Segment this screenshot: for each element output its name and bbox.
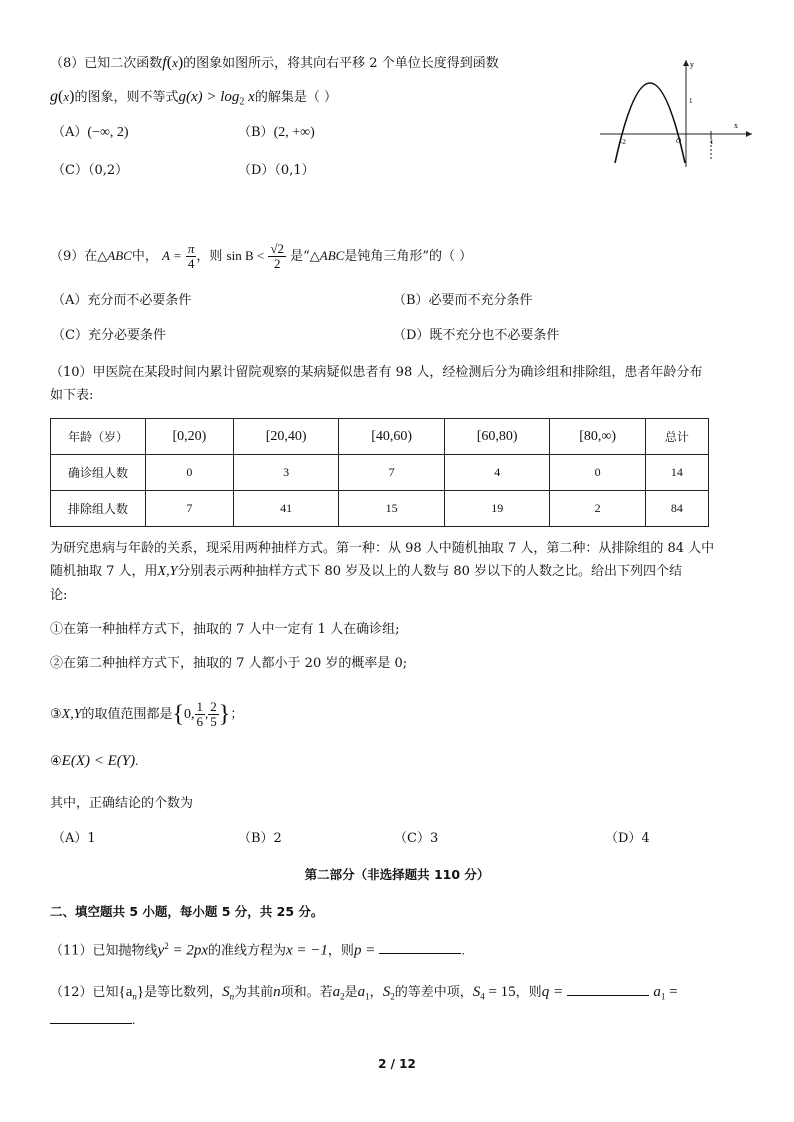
label-tick-1y: 1 [689, 97, 693, 105]
q8-option-a[interactable]: （A）(−∞, 2) [52, 125, 129, 140]
table-row [51, 455, 709, 491]
table-header-cell: [20,40) [233, 419, 339, 455]
table-cell: 15 [339, 491, 445, 527]
q9-option-a[interactable]: （A）充分而不必要条件 [52, 293, 192, 308]
table-header-cell: [0,20) [146, 419, 234, 455]
table-header-row [51, 419, 709, 455]
q10-option-b[interactable]: （B）2 [238, 831, 282, 846]
q8-line2: g(x)的图象，则不等式$g(x) > \log_2 x$的解集是（ ） [50, 88, 337, 108]
section2-title: 二、填空题共 5 小题，每小题 5 分，共 25 分。 [50, 904, 324, 919]
q8-option-c[interactable]: （C）（0,2） [52, 163, 129, 178]
q10-line2: 如下表: [50, 388, 94, 403]
table-header-cell: [40,60) [339, 419, 445, 455]
label-tick-1x: 1 [710, 138, 714, 146]
q10-statement-4: ④E(X) < E(Y). [50, 753, 139, 769]
table-header-cell: [60,80) [444, 419, 550, 455]
page-number: 2 / 12 [378, 1057, 416, 1071]
x-axis-arrow [746, 131, 752, 137]
q10-option-a[interactable]: （A）1 [52, 831, 96, 846]
q11-stem: （11）已知抛物线$y^2 = 2px$的准线方程为x = −1，则p = . [50, 941, 465, 959]
label-axis-x: x [734, 121, 738, 130]
table-cell: 41 [233, 491, 339, 527]
q12-answer-blank-q[interactable] [567, 983, 649, 996]
table-row [51, 491, 709, 527]
table-header-cell: [80,∞) [550, 419, 645, 455]
part2-title: 第二部分（非选择题共 110 分） [304, 867, 490, 882]
table-cell: 3 [233, 455, 339, 491]
table-cell: 排除组人数 [51, 491, 146, 527]
q10-after-line3: 论: [50, 588, 68, 603]
q11-answer-blank[interactable] [379, 941, 461, 954]
parabola-graph [600, 55, 760, 170]
fraction-one-sixth: $\frac{1}{6}$ [196, 699, 204, 729]
q10-after-line1: 为研究患病与年龄的关系，现采用两种抽样方式。第一种：从 98 人中随机抽取 7 人，第二种：从排除组的 84 人中 [50, 541, 715, 556]
q10-statement-3: ③X,Y的取值范围都是{0, $\frac{1}{6}$ , $\frac{2}{5}$ }； [50, 699, 244, 729]
table-cell: 7 [146, 491, 234, 527]
q8-option-d[interactable]: （D）（0,1） [238, 163, 315, 178]
table-cell: 84 [645, 491, 708, 527]
q10-option-c[interactable]: （C）3 [394, 831, 439, 846]
q9-option-c[interactable]: （C）充分必要条件 [52, 328, 166, 343]
q10-statement-1: ①在第一种抽样方式下，抽取的 7 人中一定有 1 人在确诊组; [50, 622, 400, 637]
q8-option-b[interactable]: （B）(2, +∞) [238, 125, 315, 140]
label-origin: O [676, 137, 682, 145]
table-header-cell: 年龄（岁） [51, 419, 146, 455]
table-cell: 0 [146, 455, 234, 491]
q10-option-d[interactable]: （D）4 [605, 831, 650, 846]
table-cell: 0 [550, 455, 645, 491]
table-cell: 确诊组人数 [51, 455, 146, 491]
q8-line1: （8）已知二次函数f(x)的图象如图所示，将其向右平移 2 个单位长度得到函数 [50, 54, 499, 71]
table-cell: 2 [550, 491, 645, 527]
q12-line2: . [50, 1011, 135, 1029]
label-tick-neg2: -2 [620, 138, 626, 146]
age-distribution-table [50, 418, 709, 527]
q12-answer-blank-a1[interactable] [50, 1011, 132, 1024]
q9-option-b[interactable]: （B）必要而不充分条件 [393, 293, 533, 308]
q10-statement-2: ②在第二种抽样方式下，抽取的 7 人都小于 20 岁的概率是 0; [50, 656, 408, 671]
table-cell: 19 [444, 491, 550, 527]
y-axis-arrow [683, 60, 689, 66]
q9-stem: （9）在△ABC中， A = $\frac{\pi}{4}$ ，则 sin B < $\frac{√2}{2}$ 是“△ABC是钝角三角形”的（ ） [50, 241, 473, 271]
table-cell: 4 [444, 455, 550, 491]
table-cell: 7 [339, 455, 445, 491]
q10-after-line2: 随机抽取 7 人，用X,Y分别表示两种抽样方式下 80 岁及以上的人数与 80 岁以下的人数之比。给出下列四个结 [50, 564, 683, 579]
q12-stem: （12）已知$\{a_n\}$是等比数列，$S_n$为其前n项和。若$a_2$是$a_1$，$S_2$的等差中项，$S_4 = 15$，则$q = a_1$ = [50, 984, 678, 1002]
table-cell: 14 [645, 455, 708, 491]
label-axis-y: y [690, 60, 694, 69]
fraction-two-fifths: $\frac{2}{5}$ [210, 699, 217, 729]
table-header-cell: 总计 [645, 419, 708, 455]
fraction-pi-over-4: $\frac{\pi}{4}$ [187, 241, 195, 271]
q9-option-d[interactable]: （D）既不充分也不必要条件 [393, 328, 560, 343]
parabola-curve [615, 83, 685, 163]
fraction-sqrt2-over-2: $\frac{√2}{2}$ [270, 241, 285, 271]
q10-conclusion: 其中，正确结论的个数为 [50, 796, 194, 811]
q10-line1: （10）甲医院在某段时间内累计留院观察的某病疑似患者有 98 人，经检测后分为确诊组和排除组，患者年龄分布 [50, 365, 703, 380]
